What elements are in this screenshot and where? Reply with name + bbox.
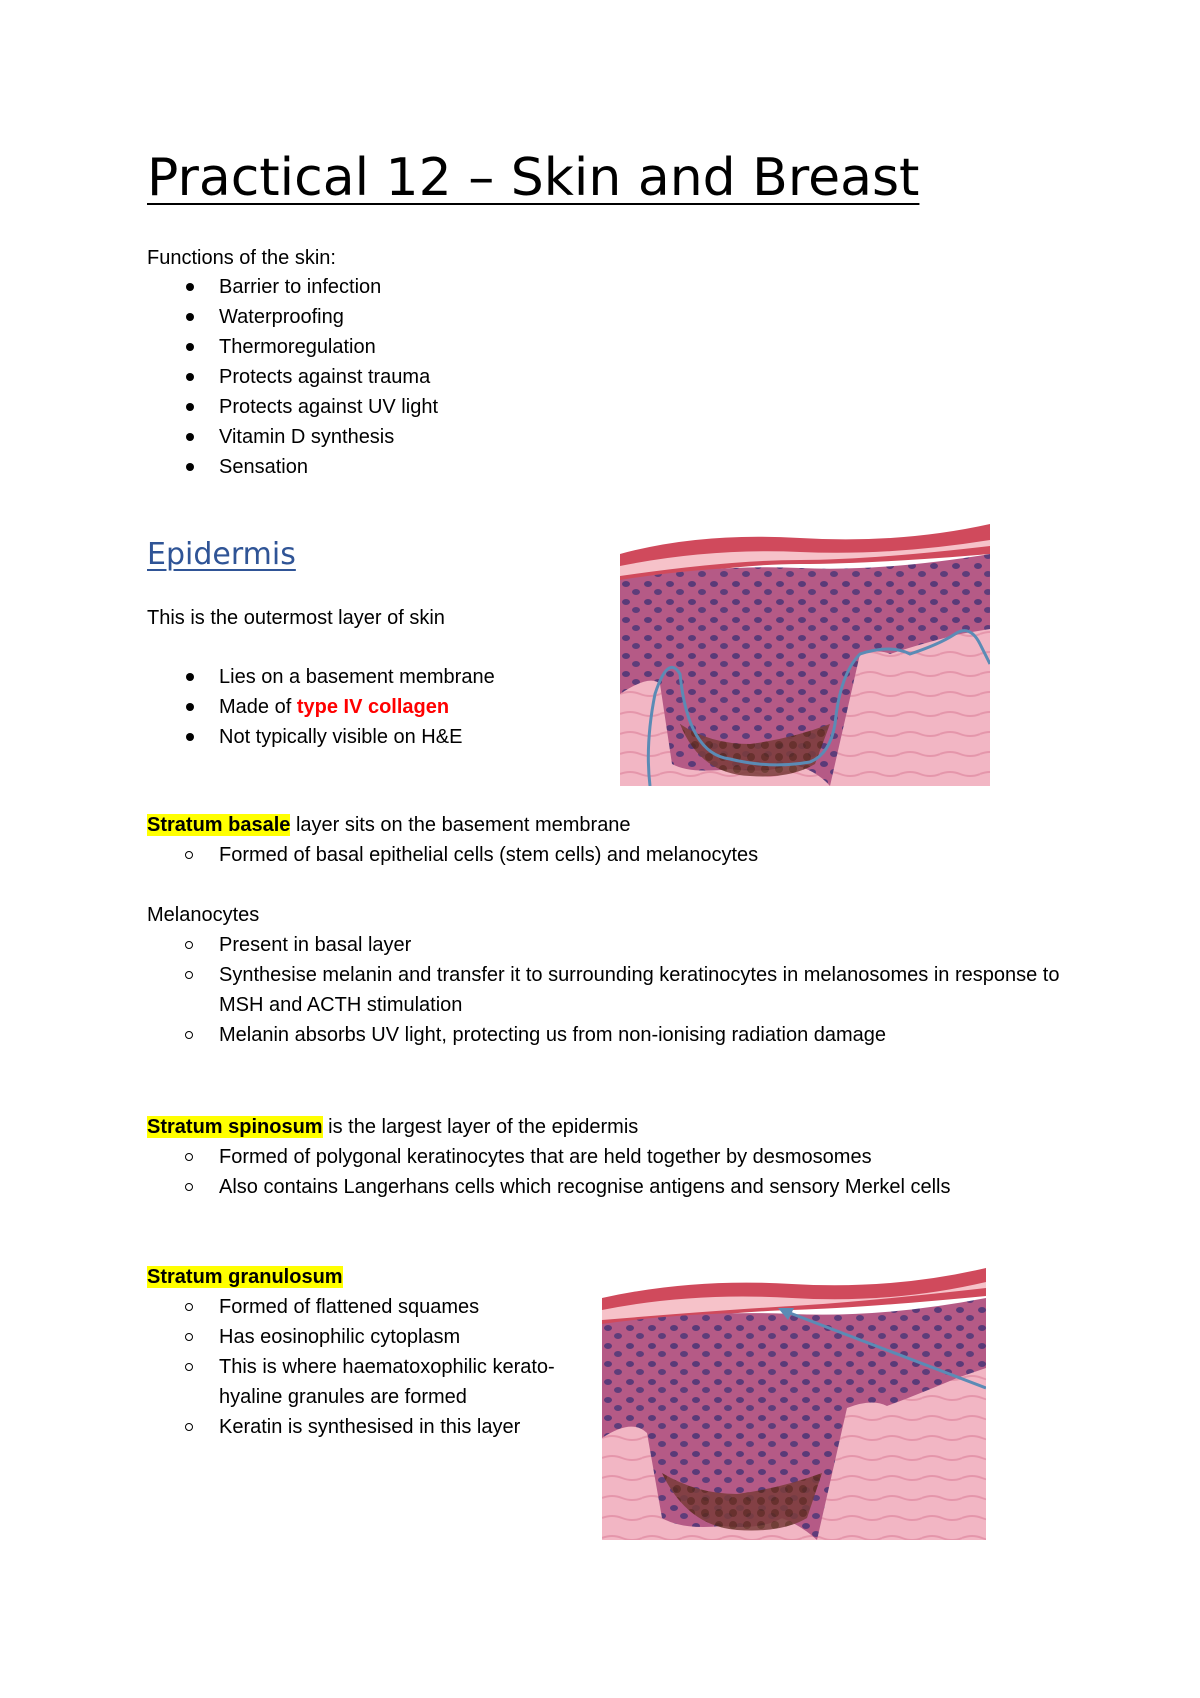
melanocytes-list: [147, 930, 1067, 1050]
stratum-spinosum-term: Stratum spinosum: [147, 1116, 323, 1138]
list-item: Barrier to infection: [147, 272, 438, 302]
stratum-granulosum-term: Stratum granulosum: [147, 1266, 343, 1288]
epidermis-heading: Epidermis: [147, 537, 296, 572]
list-item: Keratin is synthesised in this layer: [147, 1412, 577, 1442]
list-item: This is where haematoxophilic kerato-hyaline granules are formed: [147, 1352, 577, 1412]
list-item: Formed of basal epithelial cells (stem cells) and melanocytes: [147, 840, 1047, 870]
stratum-spinosum-line: [147, 1112, 638, 1142]
page-title: Practical 12 – Skin and Breast: [147, 148, 920, 208]
list-item: Formed of polygonal keratinocytes that are held together by desmosomes: [147, 1142, 1067, 1172]
highlighted-term: type IV collagen: [296, 696, 450, 718]
epidermis-list: [147, 662, 495, 752]
melanocytes-heading: Melanocytes: [147, 904, 260, 926]
stratum-granulosum-line: [147, 1262, 343, 1292]
list-item: Vitamin D synthesis: [147, 422, 438, 452]
list-item: Sensation: [147, 452, 438, 482]
histology-image-basement-membrane: [620, 524, 990, 786]
functions-heading: Functions of the skin:: [147, 247, 336, 269]
list-item: Not typically visible on H&E: [147, 722, 495, 752]
list-item: Has eosinophilic cytoplasm: [147, 1322, 577, 1352]
list-item: Lies on a basement membrane: [147, 662, 495, 692]
list-item-text: Made of: [219, 696, 297, 718]
stratum-spinosum-list: [147, 1142, 1067, 1202]
list-item: Formed of flattened squames: [147, 1292, 577, 1322]
histology-image-granulosum: [602, 1268, 986, 1540]
list-item: Present in basal layer: [147, 930, 1067, 960]
functions-list: [147, 272, 438, 482]
stratum-basale-text: layer sits on the basement membrane: [290, 814, 631, 836]
stratum-basale-term: Stratum basale: [147, 814, 291, 836]
stratum-basale-line: [147, 810, 631, 840]
stratum-basale-list: [147, 840, 1047, 870]
stratum-granulosum-list: [147, 1292, 577, 1442]
list-item: Protects against trauma: [147, 362, 438, 392]
stratum-spinosum-text: is the largest layer of the epidermis: [322, 1116, 639, 1138]
list-item: Synthesise melanin and transfer it to surrounding keratinocytes in melanosomes in response to MSH and ACTH stimulation: [147, 960, 1067, 1020]
list-item: Melanin absorbs UV light, protecting us from non-ionising radiation damage: [147, 1020, 1067, 1050]
list-item: Protects against UV light: [147, 392, 438, 422]
list-item: [147, 692, 495, 722]
epidermis-intro: This is the outermost layer of skin: [147, 607, 445, 629]
list-item: Thermoregulation: [147, 332, 438, 362]
list-item: Also contains Langerhans cells which recognise antigens and sensory Merkel cells: [147, 1172, 1067, 1202]
list-item: Waterproofing: [147, 302, 438, 332]
